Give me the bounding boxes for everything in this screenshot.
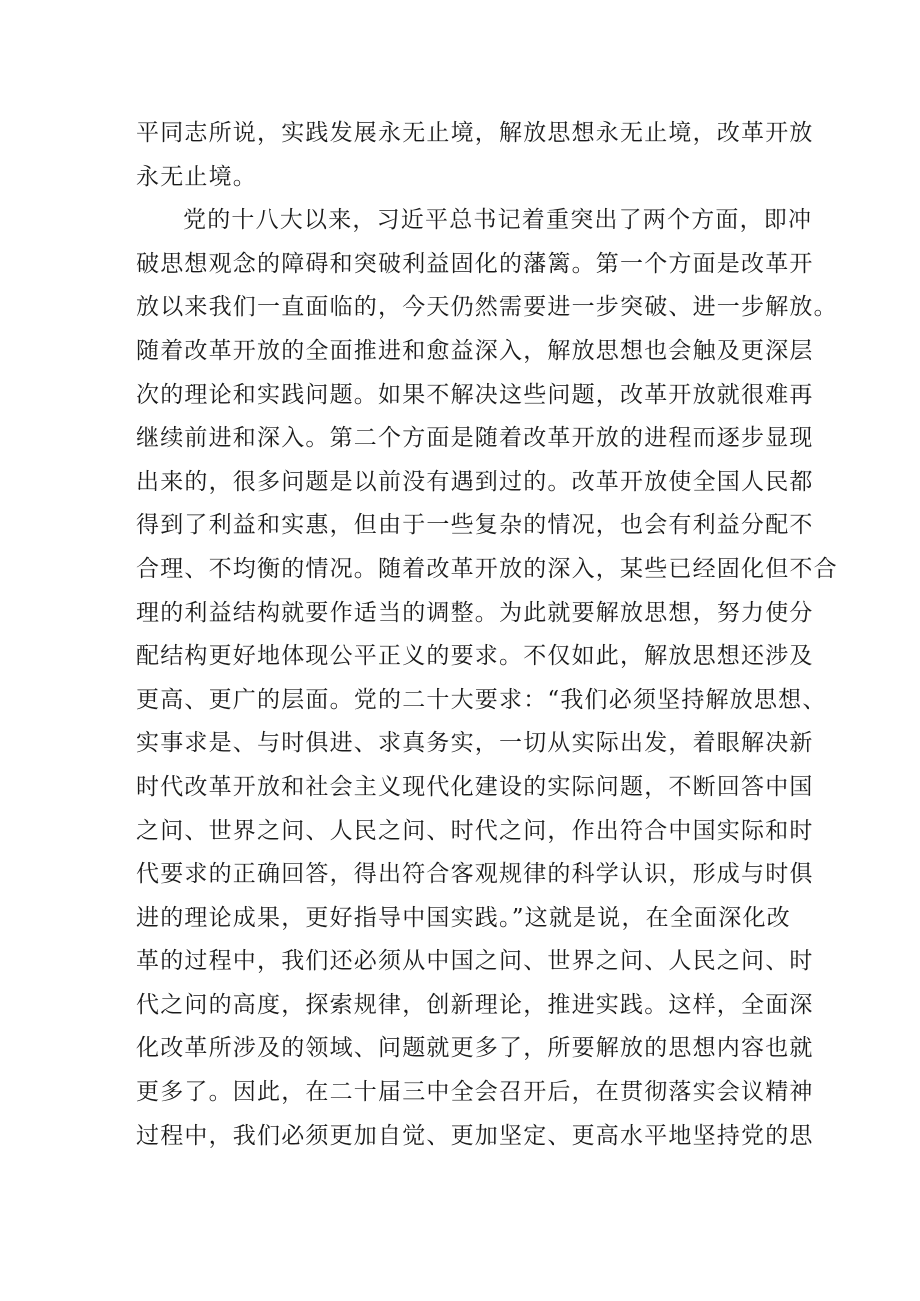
text-line: 之问、世界之问、人民之问、时代之问，作出符合中国实际和时	[136, 817, 814, 844]
text-line: 平同志所说，实践发展永无止境，解放思想永无止境，改革开放	[136, 120, 814, 146]
text-line: 配结构更好地体现公平正义的要求。不仅如此，解放思想还涉及	[136, 643, 814, 670]
text-line: 革的过程中，我们还必须从中国之问、世界之问、人民之问、时	[136, 948, 814, 975]
body-text	[136, 112, 838, 1158]
text-line: 继续前进和深入。第二个方面是随着改革开放的进程而逐步显现	[136, 425, 814, 452]
text-line: 得到了利益和实惠，但由于一些复杂的情况，也会有利益分配不	[136, 512, 814, 539]
text-line: 理的利益结构就要作适当的调整。为此就要解放思想，努力使分	[136, 599, 814, 626]
text-line: 合理、不均衡的情况。随着改革开放的深入，某些已经固化但不合	[136, 555, 838, 582]
text-line: 进的理论成果，更好指导中国实践。”这就是说，在全面深化改	[136, 904, 791, 931]
paragraph-first-line: 党的十八大以来，习近平总书记着重突出了两个方面，即冲	[183, 207, 813, 234]
text-line: 过程中，我们必须更加自觉、更加坚定、更高水平地坚持党的思	[136, 1122, 814, 1149]
text-line: 化改革所涉及的领域、问题就更多了，所要解放的思想内容也就	[136, 1035, 814, 1062]
text-line: 次的理论和实践问题。如果不解决这些问题，改革开放就很难再	[136, 381, 814, 408]
text-line: 更多了。因此，在二十届三中全会召开后，在贯彻落实会议精神	[136, 1079, 814, 1106]
text-line: 更高、更广的层面。党的二十大要求：“我们必须坚持解放思想、	[136, 686, 827, 713]
text-line: 实事求是、与时俱进、求真务实，一切从实际出发，着眼解决新	[136, 730, 814, 757]
text-line: 破思想观念的障碍和突破利益固化的藩篱。第一个方面是改革开	[136, 250, 814, 277]
text-line: 代之问的高度，探索规律，创新理论，推进实践。这样，全面深	[136, 991, 814, 1018]
text-line: 时代改革开放和社会主义现代化建设的实际问题，不断回答中国	[136, 773, 814, 800]
text-line: 代要求的正确回答，得出符合客观规律的科学认识，形成与时俱	[136, 861, 814, 888]
text-line: 永无止境。	[136, 163, 257, 190]
text-line: 放以来我们一直面临的，今天仍然需要进一步突破、进一步解放。	[136, 294, 838, 321]
text-line: 随着改革开放的全面推进和愈益深入，解放思想也会触及更深层	[136, 337, 814, 364]
text-line: 出来的，很多问题是以前没有遇到过的。改革开放使全国人民都	[136, 468, 814, 495]
